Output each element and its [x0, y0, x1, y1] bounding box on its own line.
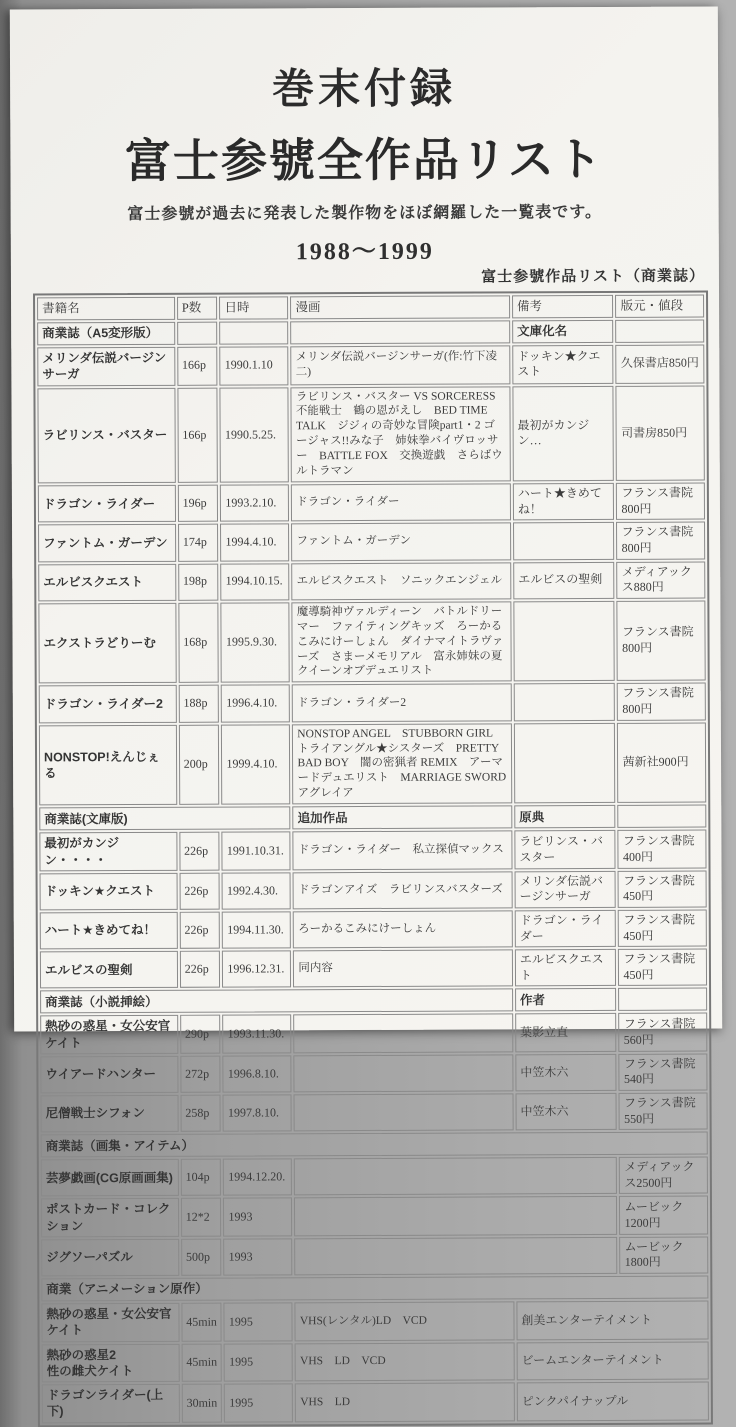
table-caption: 富士参號作品リスト（商業誌） — [481, 268, 705, 286]
table-row — [38, 561, 705, 601]
table-cell — [220, 321, 289, 344]
table-row — [40, 870, 707, 910]
table-cell: ピンクパイナップル — [517, 1382, 709, 1421]
table-cell: VHS LD VCD — [295, 1342, 515, 1381]
table-cell: 1995 — [224, 1343, 293, 1382]
table-cell: 30min — [181, 1384, 222, 1423]
table-cell: 芸夢戯画(CG原画画集) — [41, 1159, 179, 1197]
table-cell: 12*2 — [181, 1198, 222, 1237]
table-cell: 45min — [181, 1303, 222, 1342]
table-cell: 166p — [177, 387, 218, 483]
table-row — [40, 1013, 707, 1054]
table-cell: エルビスクエスト — [38, 563, 176, 601]
table-cell: メディアックス2500円 — [619, 1157, 708, 1195]
table-cell — [294, 1054, 514, 1092]
table-cell — [177, 322, 218, 345]
table-cell: フランス書院800円 — [617, 683, 706, 721]
table-cell: 226p — [179, 912, 220, 949]
table-cell: 1995 — [224, 1383, 293, 1422]
table-cell: フランス書院800円 — [617, 600, 706, 681]
table-cell: 原典 — [514, 805, 616, 828]
table-row — [41, 1196, 708, 1237]
table-cell: 1994.4.10. — [220, 524, 289, 561]
table-cell: 196p — [178, 485, 219, 522]
table-cell: フランス書院560円 — [619, 1013, 708, 1052]
table-cell: ムービック1800円 — [620, 1236, 709, 1274]
table-row — [40, 949, 707, 989]
table-cell: 1999.4.10. — [221, 724, 290, 805]
table-row — [38, 483, 705, 523]
table-cell: 商業誌(文庫版) — [39, 807, 290, 831]
table-cell: エクストラどりーむ — [38, 603, 176, 684]
table-cell — [618, 805, 707, 828]
table-cell — [290, 320, 510, 344]
table-cell: 熱砂の惑星・女公安官ケイト — [41, 1303, 179, 1342]
table-row — [41, 1236, 708, 1276]
table-row — [41, 1157, 708, 1197]
table-cell: 1996.4.10. — [221, 685, 290, 722]
table-cell: フランス書院800円 — [616, 483, 705, 521]
table-cell: ムービック1200円 — [619, 1196, 708, 1235]
table-cell: ラビリンス・バスター — [514, 830, 616, 869]
table-cell: 200p — [179, 724, 220, 805]
table-cell: 1993 — [223, 1198, 292, 1237]
table-cell: 同内容 — [293, 949, 513, 987]
section-row — [37, 320, 704, 346]
table-cell — [294, 1014, 514, 1053]
table-cell: ドッキン★クエスト — [512, 345, 614, 384]
table-cell: VHS LD — [295, 1382, 515, 1421]
table-row — [38, 600, 705, 684]
table-cell: 1992.4.30. — [222, 872, 291, 909]
table-cell: 商業（アニメーション原作） — [41, 1276, 708, 1302]
page-title: 富士参號全作品リスト — [124, 133, 605, 188]
table-row — [41, 1301, 708, 1342]
column-header: 書籍名 — [37, 297, 175, 321]
table-cell: 最初がカンジン・・・・ — [39, 832, 177, 871]
table-cell: ろーかるこみにけーしょん — [293, 910, 513, 948]
table-cell: ドラゴン・ライダー2 — [292, 684, 512, 722]
table-row — [42, 1341, 709, 1382]
table-cell — [513, 522, 615, 560]
table-cell: 1990.1.10 — [220, 346, 289, 385]
table-cell: 1996.12.31. — [222, 950, 291, 987]
table-cell: 尼僧戦士シフォン — [41, 1095, 179, 1133]
table-cell: ジグソーパズル — [41, 1239, 179, 1277]
table-cell: 166p — [177, 347, 218, 386]
table-cell: 1994.10.15. — [221, 563, 290, 600]
table-cell: 司書房850円 — [616, 385, 705, 481]
table-cell: フランス書院400円 — [618, 830, 707, 869]
table-cell: ドラゴン・ライダー — [291, 483, 511, 521]
section-row — [40, 988, 707, 1014]
table-cell: 魔導騎神ヴァルディーン バトルドリーマー ファイティングキッズ ろーかるこみにけーしょん ダイナマイトラヴァーズ さまーメモリアル 富永姉妹の夏 クイーンオブデュエリスト — [292, 601, 512, 683]
table-cell: 1990.5.25. — [220, 387, 289, 483]
table-cell: ドラゴンアイズ ラビリンスバスターズ — [293, 871, 513, 909]
table-row — [40, 909, 707, 949]
table-cell: 226p — [179, 832, 220, 871]
page-header — [10, 54, 719, 267]
table-cell: ビームエンターテイメント — [517, 1341, 709, 1380]
table-cell — [294, 1157, 617, 1196]
table-cell: 258p — [180, 1095, 221, 1132]
table-cell — [294, 1237, 617, 1276]
table-cell: 茜新社900円 — [617, 722, 706, 803]
table-cell: ドラゴン・ライダー 私立探偵マックス — [293, 831, 513, 870]
table-cell: 1995 — [224, 1302, 293, 1341]
table-cell: NONSTOP!えんじぇる — [39, 724, 177, 805]
table-cell: ドラゴン・ライダー2 — [39, 685, 177, 723]
table-cell: 272p — [180, 1055, 221, 1092]
table-cell — [514, 683, 616, 721]
table-cell: ファントム・ガーデン — [38, 524, 176, 562]
table-cell: 作者 — [515, 988, 617, 1011]
table-cell: 1994.11.30. — [222, 911, 291, 948]
table-cell: 中笠木六 — [515, 1054, 617, 1092]
works-table — [33, 291, 713, 1427]
table-cell: フランス書院800円 — [617, 522, 706, 560]
document-page — [10, 6, 722, 1419]
column-header: P数 — [177, 297, 218, 320]
table-cell — [294, 1196, 617, 1236]
column-header: 日時 — [219, 296, 288, 319]
table-cell: フランス書院450円 — [618, 909, 707, 947]
year-range: 1988～1999 — [295, 238, 434, 266]
table-cell: 1994.12.20. — [223, 1159, 292, 1196]
table-cell: 45min — [181, 1343, 222, 1382]
table-cell: 商業誌（小説挿絵） — [40, 989, 513, 1014]
table-cell: 商業誌（画集・アイテム） — [41, 1132, 708, 1158]
table-cell: ハート★きめてね！ — [40, 912, 178, 950]
table-cell: ドッキン★クエスト — [40, 873, 178, 911]
appendix-kicker: 巻末付録 — [272, 64, 457, 113]
table-cell: 1993 — [224, 1238, 293, 1275]
table-cell: メリンダ伝説バージンサーガ(作:竹下凌二) — [291, 345, 511, 384]
table-cell: エルビスクエスト ソニックエンジェル — [292, 562, 512, 600]
table-row — [41, 1093, 708, 1133]
table-cell: 168p — [178, 602, 219, 683]
table-cell: 1997.8.10. — [223, 1094, 292, 1131]
section-row — [39, 805, 706, 831]
table-cell: ポストカード・コレクション — [41, 1198, 179, 1237]
table-cell: フランス書院450円 — [618, 949, 707, 987]
table-cell: 226p — [180, 951, 221, 988]
table-cell: 188p — [178, 685, 219, 722]
table-cell: ウイアードハンター — [40, 1056, 178, 1094]
table-cell: フランス書院450円 — [618, 870, 707, 908]
table-cell: 1996.8.10. — [223, 1055, 292, 1092]
table-cell: メリンダ伝説バージンサーガ — [37, 347, 175, 386]
table-cell: エルビスの聖剣 — [513, 561, 615, 599]
section-row — [41, 1276, 708, 1302]
table-cell: ハート★きめてね！ — [513, 483, 615, 521]
table-cell: 最初がカンジン… — [512, 385, 614, 481]
table-cell: フランス書院540円 — [619, 1053, 708, 1091]
table-cell: 1993.2.10. — [220, 484, 289, 521]
table-cell: メリンダ伝説バージンサーガ — [514, 871, 616, 909]
table-cell — [294, 1093, 514, 1131]
table-cell: 中笠木六 — [515, 1093, 617, 1131]
table-cell: 創美エンターテイメント — [516, 1301, 708, 1340]
table-cell: 1991.10.31. — [222, 832, 291, 871]
table-cell: 熱砂の惑星2 性の雌犬ケイト — [42, 1343, 180, 1382]
table-cell: フランス書院550円 — [619, 1093, 708, 1131]
table-cell: ファントム・ガーデン — [291, 523, 511, 561]
table-cell — [513, 601, 615, 682]
table-cell: ドラゴン・ライダー — [38, 485, 176, 523]
table-row — [37, 345, 704, 386]
table-cell: 追加作品 — [293, 806, 513, 830]
table-row — [42, 1382, 709, 1423]
column-header: 漫画 — [290, 295, 510, 319]
table-cell: 葉影立直 — [515, 1013, 617, 1052]
table-cell — [616, 320, 705, 343]
table-cell: ドラゴンライダー(上下) — [42, 1384, 180, 1423]
table-cell: 174p — [178, 524, 219, 561]
section-row — [41, 1132, 708, 1158]
table-cell: 1993.11.30. — [223, 1015, 292, 1054]
table-cell — [514, 722, 616, 803]
table-cell: 商業誌（A5変形版） — [37, 322, 175, 346]
table-row — [40, 1053, 707, 1093]
table-cell: ラビリンス・バスター — [37, 387, 175, 483]
table-row — [38, 522, 705, 562]
table-cell: 久保書店850円 — [616, 345, 705, 384]
table-cell: エルビスの聖剣 — [40, 951, 178, 989]
table-cell: メディアックス880円 — [617, 561, 706, 599]
table-cell: 104p — [181, 1159, 222, 1196]
table-header-row — [37, 295, 704, 321]
table-cell: ラビリンス・バスター VS SORCERESS 不能戦士 鶴の恩がえし BED TIME TALK ジジィの奇妙な冒険part1・2 ゴージャス!!みな子 姉妹拳バイヴロッサー BATTLE FOX 交換遊戯 さらばウルトラマン — [291, 386, 511, 483]
table-cell: 500p — [181, 1239, 222, 1276]
table-row — [39, 722, 706, 806]
table-row — [37, 385, 704, 484]
table-cell: 文庫化名 — [512, 320, 614, 343]
table-cell: VHS(レンタル)LD VCD — [295, 1301, 515, 1340]
table-row — [39, 830, 706, 871]
table-cell: NONSTOP ANGEL STUBBORN GIRL トライアングル★シスターズ PRETTY BAD BOY 闇の密猟者 REMIX アーマードデュエリスト MARRIAGE SWORD アグレイア — [292, 723, 512, 805]
table-cell: 1995.9.30. — [221, 602, 290, 683]
column-header: 備考 — [512, 295, 614, 318]
table-cell: 290p — [180, 1015, 221, 1054]
table-cell: 198p — [178, 563, 219, 600]
table-row — [39, 683, 706, 723]
table-cell — [619, 988, 708, 1011]
table-cell: ドラゴン・ライダー — [515, 910, 617, 948]
page-subtitle: 富士参號が過去に発表した製作物をほぼ網羅した一覧表です。 — [127, 203, 603, 224]
table-cell: 熱砂の惑星・女公安官ケイト — [40, 1015, 178, 1054]
table-cell: 226p — [179, 872, 220, 909]
column-header: 版元・値段 — [616, 295, 705, 318]
table-cell: エルビスクエスト — [515, 949, 617, 987]
